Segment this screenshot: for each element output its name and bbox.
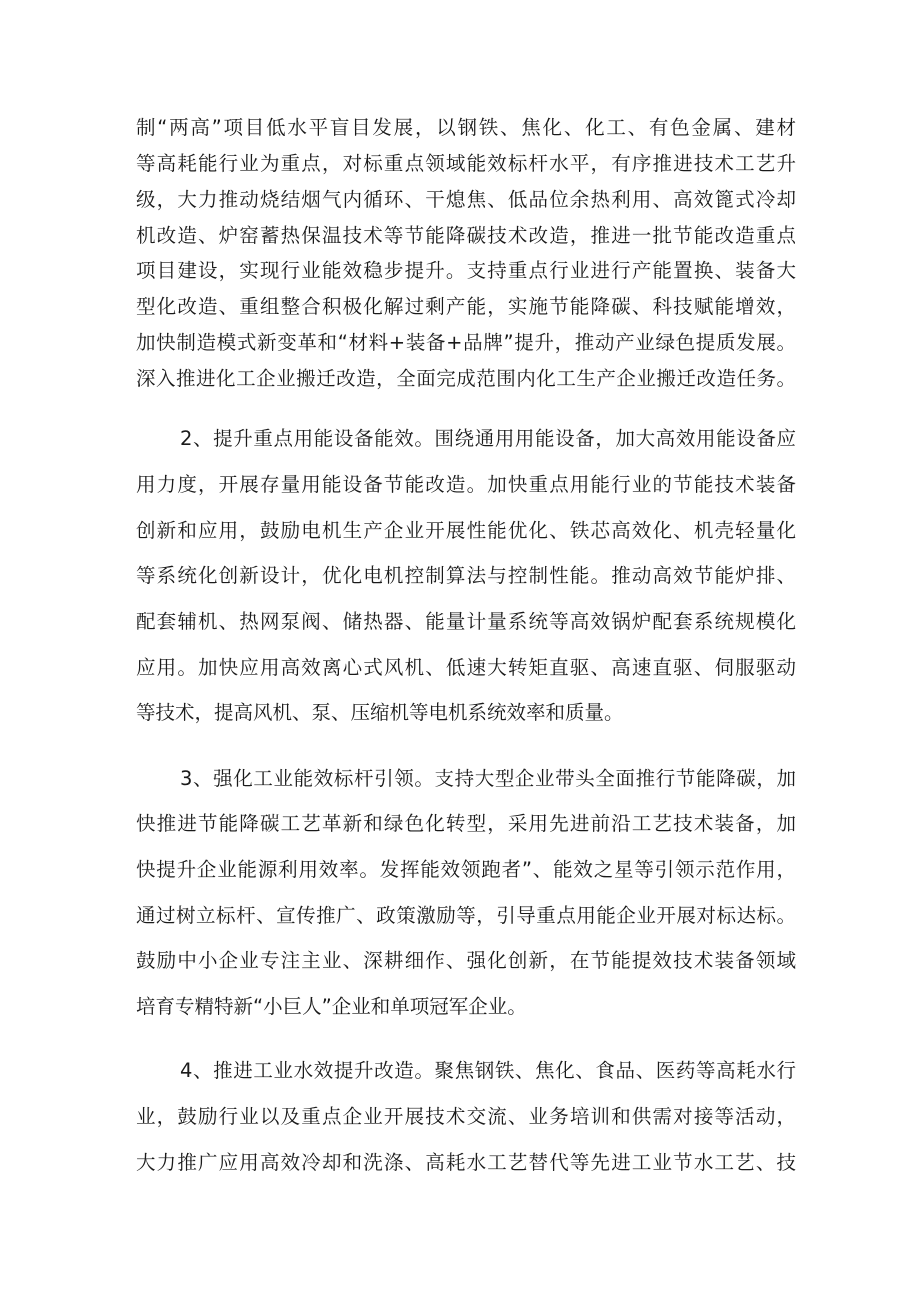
paragraph-line: 创新和应用，鼓励电机生产企业开展性能优化、铁芯高效化、机壳轻量化 [136,519,796,542]
paragraph-line: 3、强化工业能效标杆引领。支持大型企业带头全面推行节能降碳，加 [180,767,796,790]
paragraph-line: 项目建设，实现行业能效稳步提升。支持重点行业进行产能置换、装备大 [136,259,796,282]
paragraph-line: 用力度，开展存量用能设备节能改造。加快重点用能行业的节能技术装备 [136,473,796,496]
paragraph-line: 通过树立标杆、宣传推广、政策激励等，引导重点用能企业开展对标达标。 [136,904,796,927]
paragraph-line: 应用。加快应用高效离心式风机、低速大转矩直驱、高速直驱、伺服驱动 [136,656,796,679]
paragraph-line: 快提升企业能源利用效率。发挥能效领跑者”、能效之星等引领示范作用， [136,858,796,881]
paragraph-line: 大力推广应用高效冷却和洗涤、高耗水工艺替代等先进工业节水工艺、技 [136,1151,796,1174]
paragraph-line: 型化改造、重组整合积极化解过剩产能，实施节能降碳、科技赋能增效， [136,295,796,318]
paragraph-line: 等高耗能行业为重点，对标重点领域能效标杆水平，有序推进技术工艺升 [136,152,796,175]
paragraph-line: 2、提升重点用能设备能效。围绕通用用能设备，加大高效用能设备应 [180,427,796,450]
paragraph-line: 级，大力推动烧结烟气内循环、干熄焦、低品位余热利用、高效篦式冷却 [136,188,796,211]
paragraph-line: 配套辅机、热网泵阀、储热器、能量计量系统等高效锅炉配套系统规模化 [136,610,796,633]
paragraph-line: 鼓励中小企业专注主业、深耕细作、强化创新，在节能提效技术装备领域 [136,949,796,972]
paragraph-line: 机改造、炉窑蓄热保温技术等节能降碳技术改造，推进一批节能改造重点 [136,224,796,247]
paragraph-line: 制“两高”项目低水平盲目发展，以钢铁、焦化、化工、有色金属、建材 [136,116,796,139]
paragraph-line: 业，鼓励行业以及重点企业开展技术交流、业务培训和供需对接等活动， [136,1105,796,1128]
paragraph-line: 等技术，提高风机、泵、压缩机等电机系统效率和质量。 [136,701,624,724]
paragraph-line: 培育专精特新“小巨人”企业和单项冠军企业。 [136,995,527,1018]
paragraph-line: 深入推进化工企业搬迁改造，全面完成范围内化工生产企业搬迁改造任务。 [136,367,796,390]
paragraph-line: 快推进节能降碳工艺革新和绿色化转型，采用先进前沿工艺技术装备，加 [136,812,796,835]
paragraph-line: 加快制造模式新变革和“材料+装备+品牌”提升，推动产业绿色提质发展。 [136,331,796,354]
paragraph-line: 4、推进工业水效提升改造。聚焦钢铁、焦化、食品、医药等高耗水行 [180,1059,796,1082]
paragraph-line: 等系统化创新设计，优化电机控制算法与控制性能。推动高效节能炉排、 [136,564,796,587]
